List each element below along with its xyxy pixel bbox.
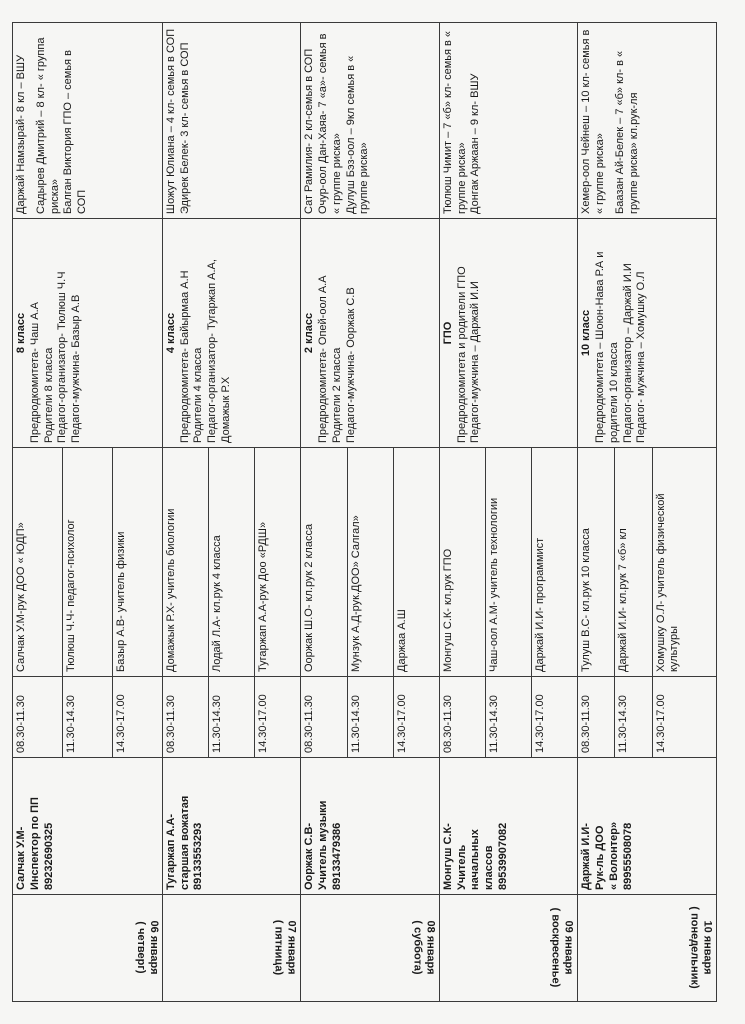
responsible-person-line: Ооржак С.В-	[303, 822, 316, 890]
schedule-row	[162, 23, 208, 1002]
parents-duty-line: Предродкомитета- Опей-оол А.А	[317, 275, 330, 443]
time-slot: 14.30-17.00	[532, 677, 578, 758]
parents-duty-cell	[301, 219, 440, 448]
duty-teacher: Мунзук А.Д-рук.ДОО» Салгал»	[347, 448, 393, 677]
responsible-person-line: Учитель музыки	[317, 800, 330, 890]
duty-teacher: Салчак У.М-рук ДОО « ЮДП»	[13, 448, 63, 677]
weekday-label: ( понедельник)	[688, 906, 701, 990]
duty-teacher: Ооржак Ш.О- кл.рук 2 класса	[301, 448, 347, 677]
responsible-person-line: 89232690325	[42, 822, 55, 890]
time-slot: 11.30-14.30	[208, 677, 254, 758]
responsible-person-line: « Волонтер»	[607, 821, 620, 890]
responsible-person-line: 89955508078	[621, 822, 634, 890]
risk-student-line: Донгак Аржаан – 9 кл- ВШУ	[469, 73, 482, 214]
weekday-label: ( пятница)	[272, 920, 285, 976]
duty-teacher: Базыр А.В- учитель физики	[112, 448, 162, 677]
responsible-person-line: Рук-ль ДОО	[594, 825, 607, 890]
risk-student-line: Даржай Намзырай- 8 кл – ВШУ	[15, 54, 27, 214]
duty-teacher: Домажык Р.Х- учитель биологии	[162, 448, 208, 677]
date-label: 07 января	[286, 920, 299, 976]
duty-teacher: Тюлюш Ч.Ч- педагог-психолог	[62, 448, 112, 677]
risk-students-cell	[301, 23, 440, 219]
schedule-row	[301, 23, 347, 1002]
parents-duty-line: Предродкомитета- Чаш А.А	[28, 302, 41, 443]
risk-student-line: Эдирек Белек- 3 кл- семья в СОП	[178, 42, 191, 214]
responsible-person-cell	[439, 758, 578, 895]
rotated-schedule	[12, 22, 717, 1002]
responsible-person-line: Даржай И.И-	[580, 823, 593, 890]
responsible-person-line: 89539907082	[496, 822, 509, 890]
risk-students-cell	[439, 23, 578, 219]
date-cell	[162, 895, 301, 1002]
time-slot: 14.30-17.00	[393, 677, 439, 758]
responsible-person-line: Тугаржап А.А-	[164, 813, 177, 890]
parents-duty-line: Родители 4 класса	[192, 347, 205, 443]
time-slot: 14.30-17.00	[112, 677, 162, 758]
time-slot: 08.30-11.30	[13, 677, 63, 758]
responsible-person-line: начальных	[469, 829, 482, 890]
time-slot: 08.30-11.30	[578, 677, 615, 758]
risk-student-line: Хемер-оол Чейнеш – 10 кл- семья в « группе риска»	[580, 29, 607, 214]
date-label: 09 января	[563, 920, 576, 976]
responsible-person-line: старшая вожатая	[178, 795, 191, 890]
responsible-person-line: классов	[483, 845, 496, 890]
risk-student-line: Очур-оол Дан-Хаяа- 7 «а»- семья в « группе риска»	[317, 33, 343, 214]
duty-teacher: Тугаржап А.А-рук Доо «РДШ»	[255, 448, 301, 677]
date-label: 08 января	[424, 920, 437, 976]
schedule-row	[13, 23, 63, 1002]
responsible-person-cell	[162, 758, 301, 895]
parents-duty-cell	[439, 219, 578, 448]
parents-duty-cell	[578, 219, 717, 448]
parents-duty-line: Педагог-организатор – Даржай И.И	[621, 263, 634, 443]
risk-students-cell	[13, 23, 163, 219]
parents-duty-line: Предродкомитета- Байырмаа А.Н	[178, 270, 191, 443]
class-title: 8 класс	[15, 312, 27, 354]
risk-student-line: Шожут Юлиана – 4 кл- семья в СОП	[164, 28, 177, 214]
responsible-person-line: Монгуш С.К-	[441, 823, 454, 890]
responsible-person-line: Учитель	[455, 844, 468, 890]
responsible-person-cell	[578, 758, 717, 895]
risk-students-cell	[578, 23, 717, 219]
responsible-person-line: 89133553293	[192, 822, 205, 890]
time-slot: 11.30-14.30	[347, 677, 393, 758]
class-title: 4 класс	[164, 312, 177, 354]
time-slot: 08.30-11.30	[301, 677, 347, 758]
weekday-label: ( воскресенье)	[549, 908, 562, 988]
class-title: 2 класс	[303, 312, 316, 354]
time-slot: 11.30-14.30	[486, 677, 532, 758]
duty-teacher: Даржаа А.Ш	[393, 448, 439, 677]
schedule-row	[578, 23, 615, 1002]
parents-duty-cell	[13, 219, 163, 448]
parents-duty-line: Предродкомитета и родители ГПО	[455, 266, 468, 443]
date-cell	[439, 895, 578, 1002]
parents-duty-line: Педагог-мужчина- Ооржак С.В	[344, 287, 357, 443]
weekday-label: ( суббота)	[411, 920, 424, 976]
class-title: ГПО	[441, 321, 454, 345]
date-cell	[578, 895, 717, 1002]
risk-student-line: Баазан Ай-Белек – 7 «б» кл- в « группе риска» кл.рук-ля	[613, 50, 640, 214]
risk-student-line: Тюлюш Чимит – 7 «б» кл- семья в « группе риска»	[441, 30, 468, 214]
parents-duty-line: Родители 2 класса	[330, 347, 343, 443]
parents-duty-line: Предродкомитета – Шоюн-Нава Р.А и родители 10 класса	[594, 251, 620, 443]
time-slot: 14.30-17.00	[255, 677, 301, 758]
time-slot: 11.30-14.30	[615, 677, 652, 758]
duty-teacher: Тулуш В.С- кл.рук 10 класса	[578, 448, 615, 677]
time-slot: 08.30-11.30	[439, 677, 485, 758]
risk-student-line: Садырев Дмитрий – 8 кл- « группа риска»	[34, 37, 61, 214]
time-slot: 14.30-17.00	[652, 677, 716, 758]
responsible-person-line: 89133479386	[330, 822, 343, 890]
schedule-row	[439, 23, 485, 1002]
duty-teacher: Лодай Л.А- кл.рук 4 класса	[208, 448, 254, 677]
parents-duty-cell	[162, 219, 301, 448]
class-title: 10 класс	[580, 309, 593, 357]
responsible-person-cell	[13, 758, 163, 895]
duty-teacher: Чаш-оол А.М- учитель технологии	[486, 448, 532, 677]
risk-student-line: Сат Рамилия- 2 кл-семья в СОП	[303, 48, 316, 214]
date-label: 10 января	[702, 920, 714, 976]
time-slot: 11.30-14.30	[62, 677, 112, 758]
responsible-person-line: Салчак У.М-	[15, 826, 27, 890]
time-slot: 08.30-11.30	[162, 677, 208, 758]
duty-teacher: Хомушку О.Л- учитель физической культуры	[652, 448, 716, 677]
parents-duty-line: Педагог-организатор- Тюлюш Ч.Ч	[56, 271, 69, 443]
date-cell	[301, 895, 440, 1002]
parents-duty-line: Педагог-мужчина- Базыр А.В	[70, 294, 82, 443]
parents-duty-line: Педагог- мужчина – Хомушку О.Л	[635, 271, 648, 443]
risk-student-line: Балган Виктория ГПО – семья в СОП	[62, 50, 88, 214]
parents-duty-line: Педагог-мужчина – Даржай И.И	[469, 281, 482, 443]
weekday-label: ( четверг)	[134, 921, 147, 975]
risk-student-line: Дулуш Бэз-оол – 9кл семья в « группе риска»	[344, 55, 371, 214]
responsible-person-line: Инспектор по ПП	[28, 797, 41, 890]
parents-duty-line: Родители 8 класса	[42, 347, 55, 443]
duty-teacher: Даржай И.И- программист	[532, 448, 578, 677]
duty-teacher: Даржай И.И- кл.рук 7 «б» кл	[615, 448, 652, 677]
duty-teacher: Монгуш С.К- кл.рук ГПО	[439, 448, 485, 677]
responsible-person-cell	[301, 758, 440, 895]
date-cell	[13, 895, 163, 1002]
risk-students-cell	[162, 23, 301, 219]
parents-duty-line: Педагог-организатор- Тугаржап А.А, Домажык Р.Х	[206, 259, 232, 443]
duty-schedule-table	[12, 22, 717, 1002]
date-label: 06 января	[147, 920, 160, 976]
